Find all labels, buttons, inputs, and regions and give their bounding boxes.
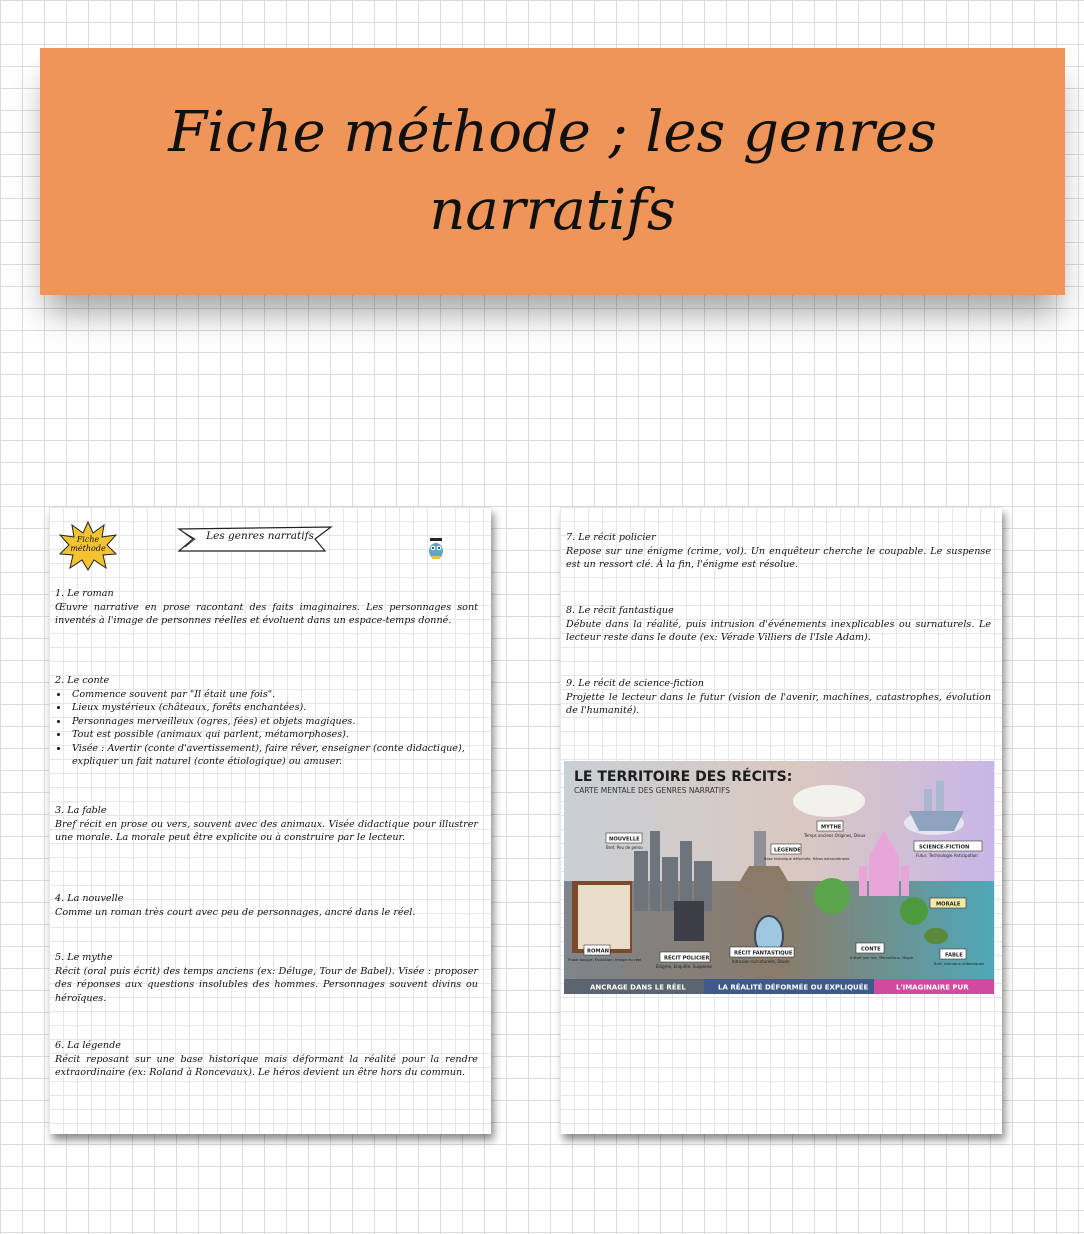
section-heading: 7. Le récit policier bbox=[566, 532, 656, 543]
section-text: Projette le lecteur dans le futur (vision de l'avenir, machines, catastrophes, évolution de l'humanité). bbox=[566, 691, 991, 716]
list-item: • Visée : Avertir (conte d'avertissement), faire rêver, enseigner (conte didactique), expliquer un fait naturel (conte étiologique) ou amuser. bbox=[69, 742, 478, 769]
list-item: • Tout est possible (animaux qui parlent, métamorphoses). bbox=[69, 728, 478, 742]
genres-mind-map-infographic bbox=[564, 761, 994, 994]
label-conte: CONTE bbox=[861, 946, 881, 953]
footer-imaginaire-pur: L'IMAGINAIRE PUR bbox=[896, 983, 969, 992]
section-mythe bbox=[55, 951, 478, 1005]
section-fable bbox=[55, 804, 478, 845]
section-fantastique bbox=[566, 604, 991, 645]
section-heading: 1. Le roman bbox=[55, 588, 114, 599]
label-roman-sub: Prose longue, Évolution, Image du réel bbox=[568, 957, 642, 962]
label-nouvelle-sub: Bref, Peu de perso bbox=[606, 845, 643, 850]
label-fable-sub: Bref, Animaux didactiques bbox=[934, 961, 985, 966]
owl-mascot-icon bbox=[427, 537, 445, 561]
section-legende bbox=[55, 1039, 478, 1080]
section-text: Œuvre narrative en prose racontant des faits imaginaires. Les personnages sont inventés à l'image de personnes réelles et évoluent dans un espace-temps donné. bbox=[55, 601, 478, 626]
list-item: • Commence souvent par "Il était une fois". bbox=[69, 688, 478, 702]
label-morale: MORALE bbox=[936, 901, 961, 908]
section-heading: 8. Le récit fantastique bbox=[566, 605, 674, 616]
section-heading: 2. Le conte bbox=[55, 675, 110, 686]
document-page-right bbox=[560, 507, 1002, 1134]
infographic-title: LE TERRITOIRE DES RÉCITS: bbox=[574, 769, 793, 785]
sheet-title: Les genres narratifs bbox=[206, 530, 314, 542]
section-heading: 4. La nouvelle bbox=[55, 893, 124, 904]
footer-realite-deformee: LA RÉALITÉ DÉFORMÉE OU EXPLIQUÉE bbox=[718, 983, 869, 992]
section-text: Repose sur une énigme (crime, vol). Un enquêteur cherche le coupable. Le suspense est un ressort clé. À la fin, l'énigme est résolue. bbox=[566, 545, 991, 570]
section-heading: 6. La légende bbox=[55, 1040, 121, 1051]
list-item: • Personnages merveilleux (ogres, fées) et objets magiques. bbox=[69, 715, 478, 729]
title-banner bbox=[40, 48, 1065, 295]
label-science-fiction-sub: Futur, Technologie Anticipation bbox=[916, 853, 978, 858]
section-text: Débute dans la réalité, puis intrusion d'événements inexplicables ou surnaturels. Le lecteur reste dans le doute (ex: Vérade Villiers de l'Isle Adam). bbox=[566, 618, 991, 643]
label-recit-fantastique: RÉCIT FANTASTIQUE bbox=[734, 950, 793, 957]
section-nouvelle bbox=[55, 892, 478, 919]
label-recit-policier-sub: Énigme, Enquête, Suspense bbox=[656, 964, 713, 969]
section-text: Bref récit en prose ou vers, souvent avec des animaux. Visée didactique pour illustrer une morale. La morale peut être explicite ou à construire par le lecteur. bbox=[55, 818, 478, 843]
section-heading: 3. La fable bbox=[55, 805, 107, 816]
label-fable: FABLE bbox=[945, 952, 963, 959]
label-science-fiction: SCIENCE-FICTION bbox=[919, 844, 970, 851]
label-roman: ROMAN bbox=[587, 948, 609, 955]
label-recit-fantastique-sub: Intrusion surnaturelle, Doute bbox=[732, 959, 790, 964]
badge-label: Fiche méthode bbox=[70, 535, 106, 553]
label-mythe: MYTHE bbox=[821, 824, 842, 831]
section-science-fiction bbox=[566, 677, 991, 718]
section-text: Récit reposant sur une base historique mais déformant la réalité pour la rendre extraordinaire (ex: Roland à Roncevaux). Le héros devient un être hors du commun. bbox=[55, 1053, 478, 1078]
section-roman bbox=[55, 587, 478, 628]
section-heading: 5. Le mythe bbox=[55, 952, 113, 963]
footer-ancrage-reel: ANCRAGE DANS LE RÉEL bbox=[590, 983, 686, 992]
document-page-left bbox=[49, 507, 491, 1134]
infographic-subtitle: CARTE MENTALE DES GENRES NARRATIFS bbox=[574, 786, 731, 795]
label-legende-sub: Base historique déformée, Héros extraordinaire bbox=[764, 857, 850, 861]
label-legende: LÉGENDE bbox=[774, 847, 801, 854]
section-text: Comme un roman très court avec peu de personnages, ancré dans le réel. bbox=[55, 906, 416, 918]
section-policier bbox=[566, 531, 991, 572]
section-conte bbox=[55, 674, 478, 769]
page-title: Fiche méthode ; les genres narratifs bbox=[168, 99, 937, 243]
label-recit-policier: RÉCIT POLICIER bbox=[664, 955, 710, 962]
section-heading: 9. Le récit de science-fiction bbox=[566, 678, 704, 689]
section-text: Récit (oral puis écrit) des temps anciens (ex: Déluge, Tour de Babel). Visée : proposer des réponses aux questions insolubles des hommes. Personnages souvent divins ou héroïques. bbox=[55, 965, 478, 1004]
label-nouvelle: NOUVELLE bbox=[609, 836, 640, 843]
conte-list bbox=[55, 688, 478, 769]
label-conte-sub: Il était une fois, Merveilleux, Magie bbox=[850, 956, 913, 960]
label-mythe-sub: Temps anciens Origines, Dieux bbox=[804, 833, 866, 838]
list-item: • Lieux mystérieux (châteaux, forêts enchantées). bbox=[69, 701, 478, 715]
